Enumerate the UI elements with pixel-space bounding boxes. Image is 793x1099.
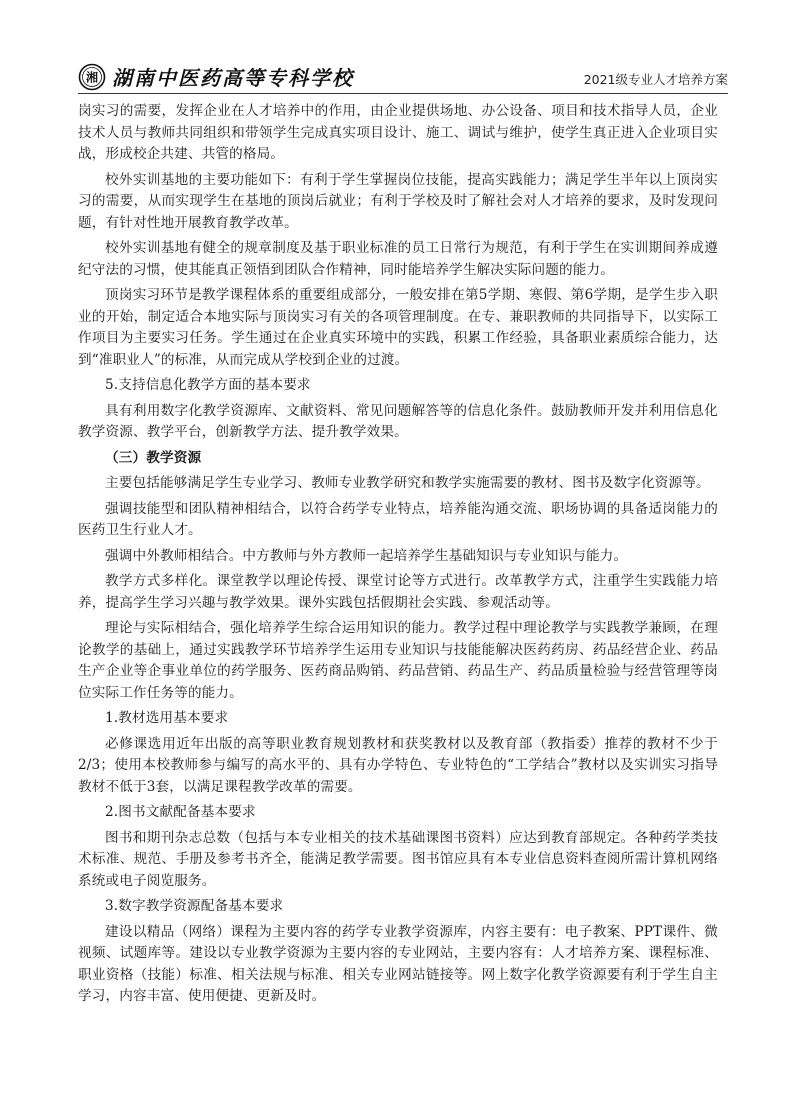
paragraph: 图书和期刊杂志总数（包括与本专业相关的技术基础课图书资料）应达到教育部规定。各种药学类技术标准、规范、手册及参考书齐全，能满足教学需要。图书馆应具有本专业信息资料查阅所需计算机网络系统或电子阅览服务。 [78,829,718,889]
paragraph: 岗实习的需要，发挥企业在人才培养中的作用，由企业提供场地、办公设备、项目和技术指导人员，企业技术人员与教师共同组织和带领学生完成真实项目设计、施工、调试与维护，使学生真正进入企业项目实战，形成校企共建、共管的格局。 [78,103,718,162]
section-heading: （三）教学资源 [105,449,202,466]
paragraph: 顶岗实习环节是教学课程体系的重要组成部分，一般安排在第5学期、寒假、第6学期，是学生步入职业的开始，制定适合本地实际与顶岗实习有关的各项管理制度。在专、兼职教师的共同指导下，以实际工作项目为主要实习任务。学生通过在企业真实环境中的实践，积累工作经验，具备职业素质综合能力，达到“准职业人”的标准，从而完成从学校到企业的过渡。 [78,287,718,368]
school-seal-icon [78,63,106,91]
paragraph: 校外实训基地有健全的规章制度及基于职业标准的员工日常行为规范，有利于学生在实训期间养成遵纪守法的习惯，使其能真正领悟到团队合作精神，同时能培养学生解决实际问题的能力。 [78,240,718,278]
paragraph: 校外实训基地的主要功能如下：有利于学生掌握岗位技能，提高实践能力；满足学生半年以上顶岗实习的需要，从而实现学生在基地的顶岗后就业；有利于学校及时了解社会对人才培养的要求，及时发现问题，有针对性地开展教育教学改革。 [78,171,718,231]
school-logo [78,62,354,91]
subsection-heading: 2.图书文献配备基本要求 [105,804,256,820]
header-divider [78,93,728,94]
page-body [78,101,718,1008]
paragraph: 强调技能型和团队精神相结合，以符合药学专业特点，培养能沟通交流、职场协调的具备适岗能力的医药卫生行业人才。 [78,500,718,538]
school-name: 湖南中医药高等专科学校 [112,66,354,90]
paragraph: 理论与实际相结合，强化培养学生综合运用知识的能力。教学过程中理论教学与实践教学兼顾，在理论教学的基础上，通过实践教学环节培养学生运用专业知识与技能能解决医药药房、药品经营企业、药品生产企业等企事业单位的药学服务、医药商品购销、药品营销、药品生产、药品质量检验与经营管理等岗位实际工作任务等的能力。 [78,620,718,701]
subsection-heading: 5.支持信息化教学方面的基本要求 [105,377,311,393]
paragraph: 具有利用数字化教学资源库、文献资料、常见问题解答等的信息化条件。鼓励教师开发并利用信息化教学资源、教学平台，创新教学方法、提升教学效果。 [78,402,718,440]
subsection-heading: 1.教材选用基本要求 [105,710,229,726]
seal-glyph: 湘 [85,70,99,84]
page-header [78,62,728,94]
paragraph: 建设以精品（网络）课程为主要内容的药学专业教学资源库，内容主要有：电子教案、PPT课件、微视频、试题库等。建设以专业教学资源为主要内容的专业网站，主要内容有：人才培养方案、课程标准、职业资格（技能）标准、相关法规与标准、相关专业网站链接等。网上数字化教学资源要有利于学生自主学习，内容丰富、使用便捷、更新及时。 [78,923,718,1004]
document-title: 2021级专业人才培养方案 [583,72,728,87]
paragraph: 主要包括能够满足学生专业学习、教师专业教学研究和教学实施需要的教材、图书及数字化资源等。 [105,475,710,491]
paragraph: 教学方式多样化。课堂教学以理论传授、课堂讨论等方式进行。改革教学方式，注重学生实践能力培养，提高学生学习兴趣与教学效果。课外实践包括假期社会实践、参观活动等。 [78,573,718,611]
paragraph: 强调中外教师相结合。中方教师与外方教师一起培养学生基础知识与专业知识与能力。 [105,547,628,564]
paragraph: 必修课选用近年出版的高等职业教育规划教材和获奖教材以及教育部（教指委）推荐的教材不少于2/3；使用本校教师参与编写的高水平的、具有办学特色、专业特色的“工学结合”教材以及实训实习指导教材不低于3套，以满足课程教学改革的需要。 [78,735,718,795]
subsection-heading: 3.数字教学资源配备基本要求 [105,898,284,914]
